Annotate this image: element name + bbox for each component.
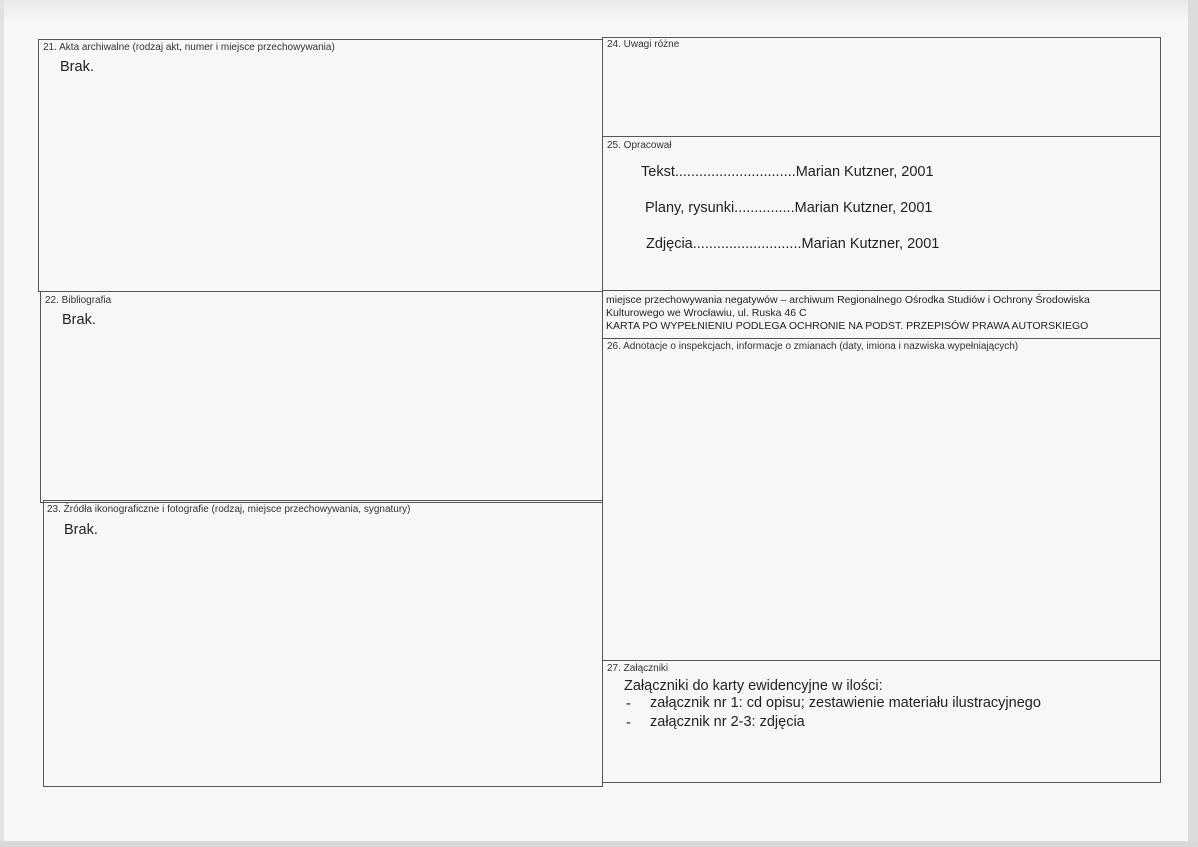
section-24-label: 24. Uwagi różne <box>607 39 680 50</box>
section-23-box <box>43 500 603 787</box>
storage-note-line-1: miejsce przechowywania negatywów – archiwum Regionalnego Ośrodka Studiów i Ochrony Środowiska <box>606 294 1090 306</box>
storage-note-line-3: KARTA PO WYPEŁNIENIU PODLEGA OCHRONIE NA PODST. PRZEPISÓW PRAWA AUTORSKIEGO <box>606 320 1089 332</box>
section-22-value: Brak. <box>62 312 96 328</box>
section-27-label: 27. Załączniki <box>607 663 669 674</box>
divider-26-27 <box>602 660 1161 661</box>
section-26-label: 26. Adnotacje o inspekcjach, informacje o zmianach (daty, imiona i nazwiska wypełniających) <box>607 341 1019 352</box>
storage-note-line-2: Kulturowego we Wrocławiu, ul. Ruska 46 C <box>606 307 807 319</box>
section-25-label: 25. Opracował <box>607 140 672 151</box>
attachment-2-bullet: - <box>626 715 631 731</box>
divider-25-storage <box>602 290 1161 291</box>
section-25-line-text: Tekst..............................Marian Kutzner, 2001 <box>641 164 934 180</box>
section-21-value: Brak. <box>60 59 94 75</box>
scan-edge-left <box>0 0 4 847</box>
section-23-value: Brak. <box>64 522 98 538</box>
scan-edge-right <box>1188 0 1198 847</box>
attachment-1-bullet: - <box>626 696 631 712</box>
section-25-line-plans: Plany, rysunki...............Marian Kutzner, 2001 <box>645 200 933 216</box>
section-25-line-photos: Zdjęcia...........................Marian Kutzner, 2001 <box>646 236 940 252</box>
attachment-1-text: załącznik nr 1: cd opisu; zestawienie materiału ilustracyjnego <box>650 695 1041 711</box>
divider-storage-26 <box>602 338 1161 339</box>
section-27-intro: Załączniki do karty ewidencyjne w ilości: <box>624 678 883 694</box>
right-column-frame <box>602 37 1161 783</box>
scan-edge-bottom <box>0 841 1198 847</box>
divider-24-25 <box>602 136 1161 137</box>
section-22-box <box>40 291 603 503</box>
section-23-label: 23. Źródła ikonograficzne i fotografie (rodzaj, miejsce przechowywania, sygnatury) <box>47 504 411 515</box>
section-21-label: 21. Akta archiwalne (rodzaj akt, numer i miejsce przechowywania) <box>43 42 335 53</box>
section-21-box <box>38 39 603 292</box>
attachment-2-text: załącznik nr 2-3: zdjęcia <box>650 714 805 730</box>
section-22-label: 22. Bibliografia <box>45 295 112 306</box>
